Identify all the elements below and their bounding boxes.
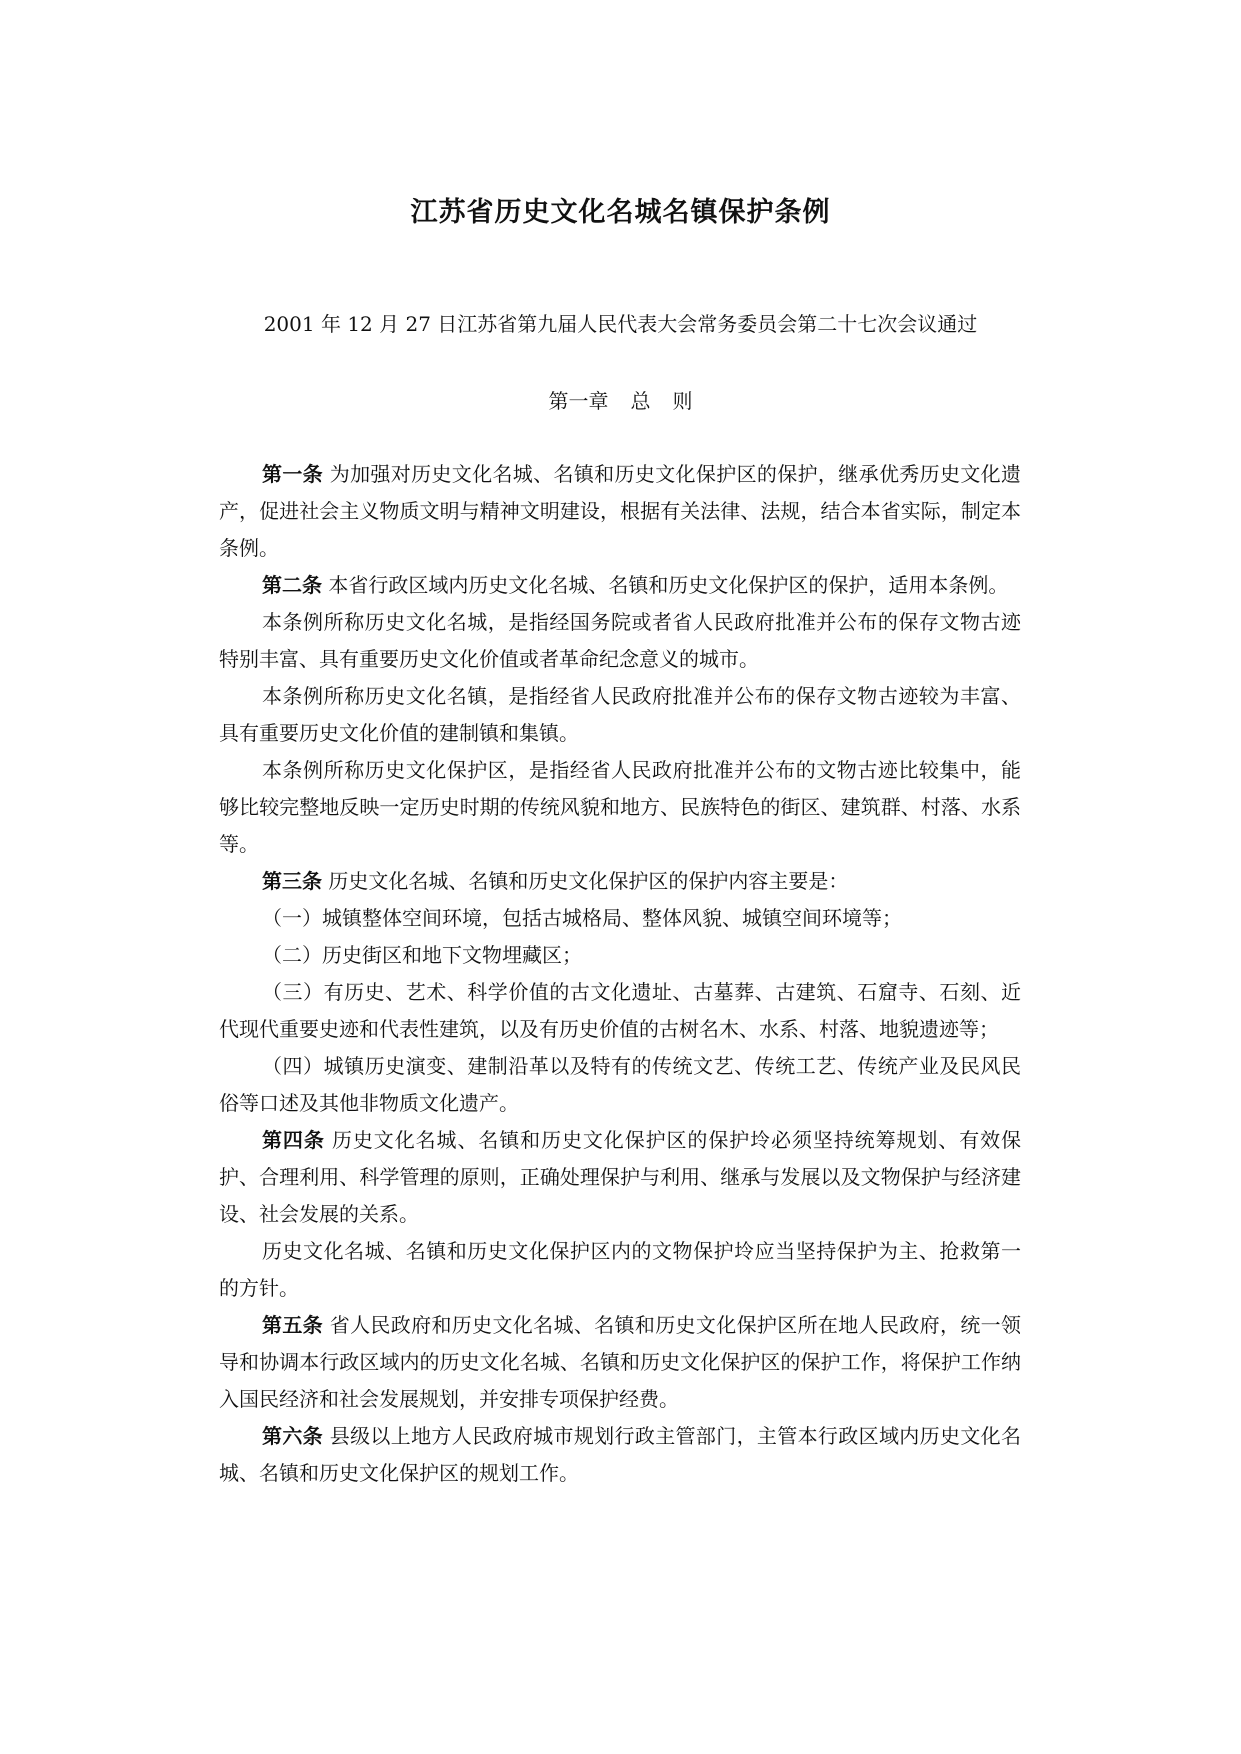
article-1-paragraph xyxy=(219,456,1021,567)
article-6-paragraph xyxy=(219,1418,1021,1492)
paragraph-text: 为加强对历史文化名城、名镇和历史文化保护区的保护，继承优秀历史文化遗产，促进社会主义物质文明与精神文明建设，根据有关法律、法规，结合本省实际，制定本条例。 xyxy=(219,462,1022,560)
article-label: 第四条 xyxy=(262,1128,325,1152)
document-title: 江苏省历史文化名城名镇保护条例 xyxy=(410,197,831,228)
paragraph-text: 历史文化名城、名镇和历史文化保护区内的文物保护坽应当坚持保护为主、抢救第一的方针。 xyxy=(219,1239,1021,1300)
chapter-number: 第一章 xyxy=(548,389,609,413)
article-label: 第二条 xyxy=(262,573,322,597)
definition-town-paragraph xyxy=(219,678,1021,752)
paragraph-text: 历史文化名城、名镇和历史文化保护区的保护内容主要是： xyxy=(322,869,849,893)
paragraph-text: 本条例所称历史文化保护区，是指经省人民政府批准并公布的文物古迹比较集中，能够比较完整地反映一定历史时期的传统风貌和地方、民族特色的街区、建筑群、村落、水系等。 xyxy=(219,758,1021,856)
article-4-sub-paragraph xyxy=(219,1233,1021,1307)
article-2-paragraph xyxy=(219,567,1021,604)
paragraph-text: 本条例所称历史文化名镇，是指经省人民政府批准并公布的保存文物古迹较为丰富、具有重要历史文化价值的建制镇和集镇。 xyxy=(219,684,1021,745)
paragraph-text: （三）有历史、艺术、科学价值的古文化遗址、古墓葬、古建筑、石窟寺、石刻、近代现代重要史迹和代表性建筑，以及有历史价值的古树名木、水系、村落、地貌遗迹等； xyxy=(219,980,1021,1041)
chapter-title-part-2: 则 xyxy=(672,389,693,413)
paragraph-text: （四）城镇历史演变、建制沿革以及特有的传统文艺、传统工艺、传统产业及民风民俗等口述及其他非物质文化遗产。 xyxy=(219,1054,1021,1115)
list-item-4 xyxy=(219,1048,1021,1122)
paragraph-text: 本条例所称历史文化名城，是指经国务院或者省人民政府批准并公布的保存文物古迹特别丰富、具有重要历史文化价值或者革命纪念意义的城市。 xyxy=(219,610,1021,671)
article-label: 第五条 xyxy=(262,1313,324,1337)
article-3-paragraph xyxy=(219,863,1021,900)
definition-city-paragraph xyxy=(219,604,1021,678)
paragraph-text: （一）城镇整体空间环境，包括古城格局、整体风貌、城镇空间环境等； xyxy=(262,906,902,930)
article-5-paragraph xyxy=(219,1307,1021,1418)
paragraph-text: 历史文化名城、名镇和历史文化保护区的保护坽必须坚持统筹规划、有效保护、合理利用、科学管理的原则，正确处理保护与利用、继承与发展以及文物保护与经济建设、社会发展的关系。 xyxy=(219,1128,1022,1226)
article-label: 第一条 xyxy=(262,462,324,486)
chapter-heading xyxy=(0,385,1241,414)
document-body xyxy=(219,456,1021,1492)
paragraph-text: （二）历史街区和地下文物埋藏区； xyxy=(262,943,582,967)
paragraph-text: 本省行政区域内历史文化名城、名镇和历史文化保护区的保护，适用本条例。 xyxy=(322,573,1009,597)
list-item-1 xyxy=(219,900,1021,937)
definition-zone-paragraph xyxy=(219,752,1021,863)
list-item-3 xyxy=(219,974,1021,1048)
chapter-title-part-1: 总 xyxy=(630,389,651,413)
paragraph-text: 县级以上地方人民政府城市规划行政主管部门，主管本行政区域内历史文化名城、名镇和历史文化保护区的规划工作。 xyxy=(219,1424,1022,1485)
article-label: 第三条 xyxy=(262,869,322,893)
article-4-paragraph xyxy=(219,1122,1021,1233)
paragraph-text: 省人民政府和历史文化名城、名镇和历史文化保护区所在地人民政府，统一领导和协调本行政区域内的历史文化名城、名镇和历史文化保护区的保护工作，将保护工作纳入国民经济和社会发展规划，并安排专项保护经费。 xyxy=(219,1313,1022,1411)
article-label: 第六条 xyxy=(262,1424,324,1448)
document-subtitle: 2001 年 12 月 27 日江苏省第九届人民代表大会常务委员会第二十七次会议通过 xyxy=(263,312,978,336)
list-item-2 xyxy=(219,937,1021,974)
